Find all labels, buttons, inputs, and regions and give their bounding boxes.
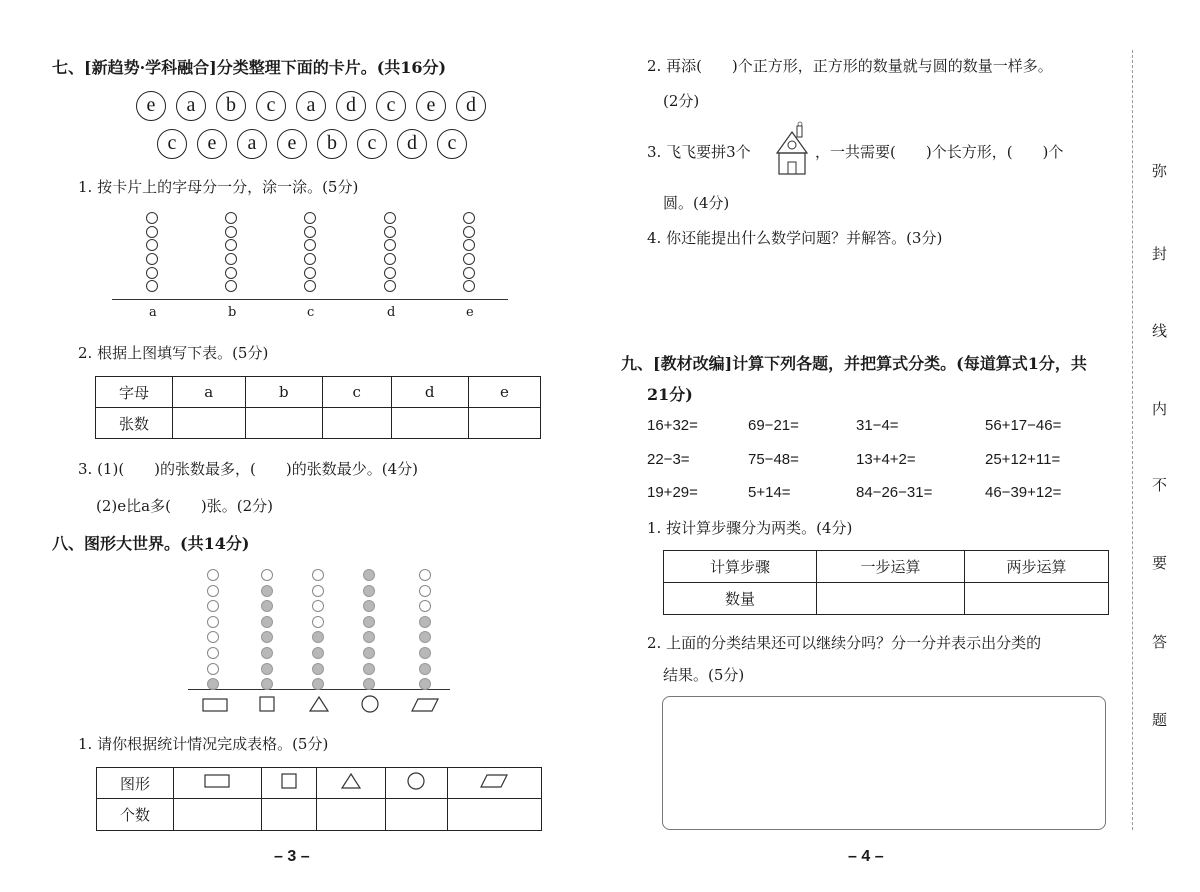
square-icon — [259, 696, 275, 716]
seal-char: 不 — [1152, 476, 1168, 494]
circle-icon — [361, 695, 379, 717]
filled-circle — [312, 631, 324, 643]
shape-column-3 — [312, 569, 326, 694]
empty-circle — [312, 616, 324, 628]
seal-char: 要 — [1152, 554, 1168, 572]
filled-circle — [419, 647, 431, 659]
empty-circle — [207, 600, 219, 612]
filled-circle — [261, 663, 273, 675]
letter-card: c — [437, 129, 467, 159]
question-7-3-1: 3. (1)( )的张数最多，( )的张数最少。(4分) — [78, 460, 418, 478]
letter-card: c — [357, 129, 387, 159]
filled-circle — [261, 631, 273, 643]
filled-circle — [419, 663, 431, 675]
answer-cell[interactable] — [468, 408, 540, 439]
header-shape: 图形 — [97, 768, 174, 799]
filled-circle — [419, 616, 431, 628]
seal-line — [1132, 50, 1133, 830]
letter-count-table — [95, 376, 541, 439]
letter-card: d — [336, 91, 366, 121]
chart-baseline — [112, 299, 508, 300]
question-8-3-post: ，一共需要( )个长方形，( )个 — [815, 143, 1064, 161]
letter-card: a — [237, 129, 267, 159]
math-item: 84−26−31= — [856, 484, 933, 501]
filled-circle — [419, 631, 431, 643]
cell-a: a — [173, 377, 246, 408]
empty-circle — [419, 600, 431, 612]
question-8-2-score: (2分) — [663, 92, 700, 110]
filled-circle — [261, 647, 273, 659]
filled-circle — [261, 585, 273, 597]
empty-circle — [207, 569, 219, 581]
empty-circle — [419, 569, 431, 581]
letter-card: a — [176, 91, 206, 121]
math-item: 25+12+11= — [985, 451, 1061, 468]
filled-circle — [261, 678, 273, 690]
math-item: 22−3= — [647, 451, 690, 468]
filled-circle — [312, 678, 324, 690]
letter-card: e — [277, 129, 307, 159]
square-icon — [261, 768, 316, 799]
question-9-2: 2. 上面的分类结果还可以继续分吗？分一分并表示出分类的 — [647, 634, 1042, 652]
letter-card: e — [136, 91, 166, 121]
seal-char: 题 — [1152, 711, 1168, 729]
cell-d: d — [391, 377, 468, 408]
letter-card: e — [416, 91, 446, 121]
section-8-title: 八、图形大世界。(共14分) — [52, 534, 250, 553]
empty-circle — [419, 585, 431, 597]
letter-card: c — [376, 91, 406, 121]
filled-circle — [419, 678, 431, 690]
answer-cell[interactable] — [817, 583, 965, 615]
math-item: 19+29= — [647, 484, 698, 501]
empty-circle — [207, 663, 219, 675]
filled-circle — [207, 678, 219, 690]
header-letter: 字母 — [96, 377, 173, 408]
seal-char: 答 — [1152, 633, 1168, 651]
math-item: 75−48= — [748, 451, 799, 468]
empty-circle — [207, 616, 219, 628]
column-c — [304, 212, 318, 294]
filled-circle — [312, 663, 324, 675]
seal-char: 封 — [1152, 245, 1168, 263]
seal-char: 内 — [1152, 400, 1168, 418]
answer-cell[interactable] — [447, 799, 541, 831]
answer-cell[interactable] — [322, 408, 391, 439]
empty-circle — [312, 585, 324, 597]
seal-char: 线 — [1152, 322, 1168, 340]
filled-circle — [363, 585, 375, 597]
answer-box[interactable] — [662, 696, 1106, 830]
header-steps: 计算步骤 — [664, 551, 817, 583]
empty-circle — [261, 569, 273, 581]
math-item: 5+14= — [748, 484, 791, 501]
cell-c: c — [322, 377, 391, 408]
cell-e: e — [468, 377, 540, 408]
parallelogram-icon — [411, 697, 439, 716]
question-8-3-cont: 圆。(4分) — [663, 194, 730, 212]
rectangle-icon — [202, 697, 228, 716]
circle-icon — [385, 768, 447, 799]
question-7-2: 2. 根据上图填写下表。(5分) — [78, 344, 269, 362]
answer-cell[interactable] — [174, 799, 262, 831]
question-9-2-cont: 结果。(5分) — [663, 666, 745, 684]
cell-b: b — [245, 377, 322, 408]
page-number-3: – 3 – — [274, 848, 310, 865]
triangle-icon — [309, 696, 329, 716]
label-d: d — [387, 305, 396, 320]
question-7-1: 1. 按卡片上的字母分一分，涂一涂。(5分) — [78, 178, 359, 196]
question-8-1: 1. 请你根据统计情况完成表格。(5分) — [78, 735, 329, 753]
house-icon — [773, 120, 815, 180]
math-item: 31−4= — [856, 417, 899, 434]
answer-cell[interactable] — [173, 408, 246, 439]
math-item: 13+4+2= — [856, 451, 916, 468]
filled-circle — [363, 647, 375, 659]
filled-circle — [312, 647, 324, 659]
empty-circle — [207, 631, 219, 643]
answer-cell[interactable] — [385, 799, 447, 831]
letter-card: d — [456, 91, 486, 121]
math-item: 56+17−46= — [985, 417, 1062, 434]
shape-column-1 — [207, 569, 221, 694]
triangle-icon — [317, 768, 385, 799]
section-9-title-line2: 21分) — [647, 385, 693, 404]
header-number: 个数 — [97, 799, 174, 831]
letter-card: b — [317, 129, 347, 159]
math-item: 46−39+12= — [985, 484, 1062, 501]
empty-circle — [312, 600, 324, 612]
filled-circle — [363, 678, 375, 690]
question-8-4: 4. 你还能提出什么数学问题？并解答。(3分) — [647, 229, 943, 247]
answer-cell[interactable] — [317, 799, 385, 831]
empty-circle — [312, 569, 324, 581]
letter-card: a — [296, 91, 326, 121]
label-b: b — [228, 305, 237, 320]
filled-circle — [363, 663, 375, 675]
section-9-title-line1: 九、[教材改编]计算下列各题，并把算式分类。(每道算式1分，共 — [621, 354, 1087, 373]
filled-circle — [261, 616, 273, 628]
answer-cell[interactable] — [261, 799, 316, 831]
rectangle-icon — [174, 768, 262, 799]
filled-circle — [363, 631, 375, 643]
step-classification-table — [663, 550, 1109, 615]
letter-card: e — [197, 129, 227, 159]
math-item: 69−21= — [748, 417, 799, 434]
answer-cell[interactable] — [965, 583, 1109, 615]
shape-column-4 — [363, 569, 377, 694]
letter-card: c — [157, 129, 187, 159]
filled-circle — [261, 600, 273, 612]
shape-count-table — [96, 767, 542, 831]
column-a — [146, 212, 160, 294]
column-e — [463, 212, 477, 294]
shape-column-5 — [419, 569, 433, 694]
filled-circle — [363, 600, 375, 612]
empty-circle — [207, 585, 219, 597]
header-one-step: 一步运算 — [817, 551, 965, 583]
column-d — [384, 212, 398, 294]
answer-cell[interactable] — [391, 408, 468, 439]
header-quantity: 数量 — [664, 583, 817, 615]
column-b — [225, 212, 239, 294]
label-c: c — [307, 305, 315, 320]
letter-card: b — [216, 91, 246, 121]
section-7-title: 七、[新趋势·学科融合]分类整理下面的卡片。(共16分) — [52, 58, 447, 77]
header-count: 张数 — [96, 408, 173, 439]
question-9-1: 1. 按计算步骤分为两类。(4分) — [647, 519, 853, 537]
filled-circle — [363, 569, 375, 581]
question-7-3-2: (2)e比a多( )张。(2分) — [96, 497, 274, 515]
label-e: e — [466, 305, 474, 320]
filled-circle — [363, 616, 375, 628]
letter-card: d — [397, 129, 427, 159]
letter-card: c — [256, 91, 286, 121]
seal-char: 弥 — [1152, 162, 1168, 180]
answer-cell[interactable] — [245, 408, 322, 439]
header-two-step: 两步运算 — [965, 551, 1109, 583]
empty-circle — [207, 647, 219, 659]
label-a: a — [149, 305, 157, 320]
page-number-4: – 4 – — [848, 848, 884, 865]
parallelogram-icon — [447, 768, 541, 799]
math-item: 16+32= — [647, 417, 698, 434]
question-8-2: 2. 再添( )个正方形，正方形的数量就与圆的数量一样多。 — [647, 57, 1053, 75]
shape-column-2 — [261, 569, 275, 694]
question-8-3-pre: 3. 飞飞要拼3个 — [647, 143, 751, 161]
